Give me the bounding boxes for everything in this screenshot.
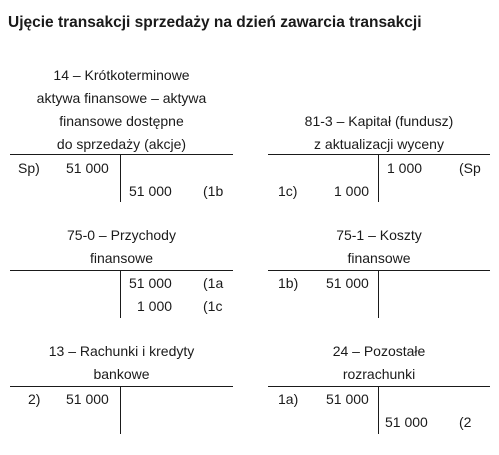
account-title (10, 224, 233, 270)
account-title-line: 75-0 – Przychody (67, 227, 176, 243)
entry-amount: 51 000 (129, 275, 172, 291)
account-title-line: rozrachunki (342, 366, 416, 382)
t-account-vertical-line (120, 270, 121, 318)
entry-ref: 1b) (278, 275, 299, 291)
account-title-line: finansowe (347, 250, 411, 266)
account-title-line: 81-3 – Kapitał (fundusz) (304, 113, 454, 129)
account-title-line: 14 – Krótkoterminowe (53, 67, 190, 83)
entry-ref: Sp) (18, 160, 40, 176)
account-title-line: finansowe dostępne (59, 113, 184, 129)
entry-amount: 1 000 (387, 160, 423, 176)
entry-ref: (1c (203, 298, 223, 314)
t-account-horizontal-line (268, 154, 490, 155)
account-title-line: bankowe (93, 366, 150, 382)
entry-amount: 51 000 (326, 275, 369, 291)
t-account-horizontal-line (10, 270, 233, 271)
t-account-horizontal-line (10, 386, 233, 387)
entry-ref: 2) (28, 391, 41, 407)
t-account-vertical-line (378, 154, 379, 202)
account-title-line: 75-1 – Koszty (336, 227, 422, 243)
entry-amount: 51 000 (66, 391, 109, 407)
t-account-horizontal-line (268, 386, 490, 387)
account-title (268, 110, 490, 156)
entry-amount: 51 000 (326, 391, 369, 407)
entry-amount: 51 000 (66, 160, 109, 176)
t-account-vertical-line (120, 386, 121, 434)
account-title (10, 340, 233, 386)
t-account-75-0 (10, 224, 233, 320)
entry-amount: 51 000 (129, 183, 172, 199)
account-title-line: finansowe (89, 250, 154, 266)
t-account-13 (10, 340, 233, 436)
entry-ref: (Sp (459, 160, 481, 176)
account-title-line: aktywa finansowe – aktywa (36, 90, 207, 106)
entry-ref: 1c) (278, 183, 298, 199)
account-title-line: 24 – Pozostałe (332, 343, 426, 359)
t-account-vertical-line (378, 270, 379, 318)
account-title-line: do sprzedaży (akcje) (56, 136, 187, 152)
t-account-14 (10, 64, 233, 204)
t-account-horizontal-line (10, 154, 233, 155)
account-title (268, 224, 490, 270)
t-account-vertical-line (378, 386, 379, 434)
page-title: Ujęcie transakcji sprzedaży na dzień zawarcia transakcji (8, 14, 422, 31)
t-account-vertical-line (120, 154, 121, 202)
account-title (10, 64, 233, 156)
entry-ref: (2 (459, 414, 472, 430)
entry-ref: (1b (203, 183, 224, 199)
entry-amount: 1 000 (334, 183, 370, 199)
entry-amount: 1 000 (137, 298, 173, 314)
t-account-75-1 (268, 224, 490, 320)
entry-ref: (1a (203, 275, 224, 291)
entry-amount: 51 000 (385, 414, 428, 430)
account-title (268, 340, 490, 386)
account-title-line: z aktualizacji wyceny (314, 136, 444, 152)
t-account-81-3 (268, 64, 490, 204)
t-account-horizontal-line (268, 270, 490, 271)
t-account-24 (268, 340, 490, 436)
account-title-line: 13 – Rachunki i kredyty (48, 343, 195, 359)
entry-ref: 1a) (278, 391, 299, 407)
